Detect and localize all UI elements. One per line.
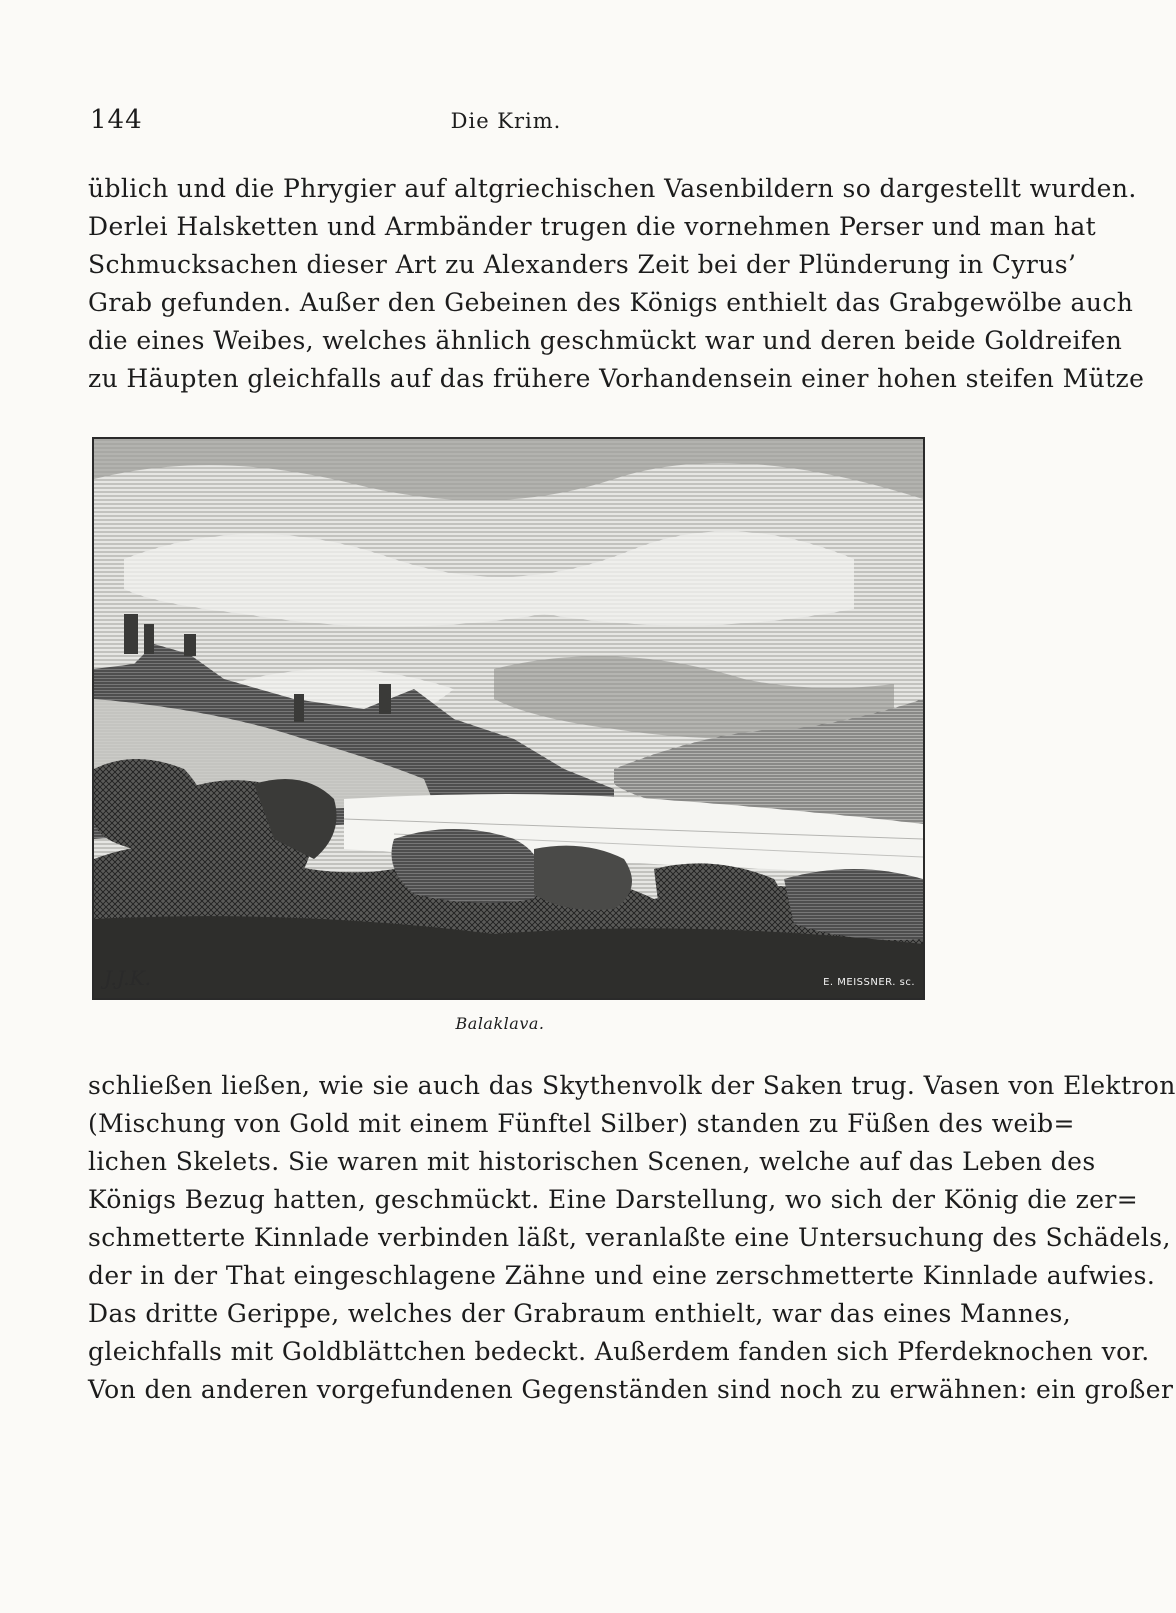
running-title: Die Krim. bbox=[450, 109, 562, 133]
text-line: zu Häupten gleichfalls auf das frühere Vorhandensein einer hohen steifen Mütze bbox=[88, 364, 1145, 393]
page-number: 144 bbox=[90, 105, 143, 135]
text-line: Von den anderen vorgefundenen Gegenständen sind noch zu erwähnen: ein großer bbox=[88, 1375, 1174, 1404]
engraving-image bbox=[94, 439, 923, 998]
artist-signature: J.J.K. bbox=[104, 966, 151, 990]
text-line: üblich und die Phrygier auf altgriechischen Vasenbildern so dargestellt wurden. bbox=[88, 174, 1137, 203]
engraver-signature: E. MEISSNER. sc. bbox=[823, 977, 915, 988]
figure-caption: Balaklava. bbox=[455, 1014, 545, 1033]
text-line: Das dritte Gerippe, welches der Grabraum enthielt, war das eines Mannes, bbox=[88, 1299, 1072, 1328]
page-header bbox=[90, 105, 922, 145]
text-line: gleichfalls mit Goldblättchen bedeckt. Außerdem fanden sich Pferdeknochen vor. bbox=[88, 1337, 1150, 1366]
text-line: Grab gefunden. Außer den Gebeinen des Königs enthielt das Grabgewölbe auch bbox=[88, 288, 1134, 317]
text-line: schließen ließen, wie sie auch das Skythenvolk der Saken trug. Vasen von Elektron bbox=[88, 1071, 1176, 1100]
text-line: Königs Bezug hatten, geschmückt. Eine Darstellung, wo sich der König die zer= bbox=[88, 1185, 1139, 1214]
text-line: schmetterte Kinnlade verbinden läßt, veranlaßte eine Untersuchung des Schädels, bbox=[88, 1223, 1171, 1252]
body-text-bottom bbox=[88, 1067, 1176, 1409]
text-line: lichen Skelets. Sie waren mit historischen Scenen, welche auf das Leben des bbox=[88, 1147, 1096, 1176]
text-line: Derlei Halsketten und Armbänder trugen die vornehmen Perser und man hat bbox=[88, 212, 1097, 241]
illustration-balaklava bbox=[92, 437, 925, 1000]
text-line: die eines Weibes, welches ähnlich geschmückt war und deren beide Goldreifen bbox=[88, 326, 1123, 355]
text-line: Schmucksachen dieser Art zu Alexanders Zeit bei der Plünderung in Cyrus’ bbox=[88, 250, 1077, 279]
text-line: (Mischung von Gold mit einem Fünftel Silber) standen zu Füßen des weib= bbox=[88, 1109, 1075, 1138]
body-text-top bbox=[88, 170, 1145, 398]
text-line: der in der That eingeschlagene Zähne und eine zerschmetterte Kinnlade aufwies. bbox=[88, 1261, 1156, 1290]
